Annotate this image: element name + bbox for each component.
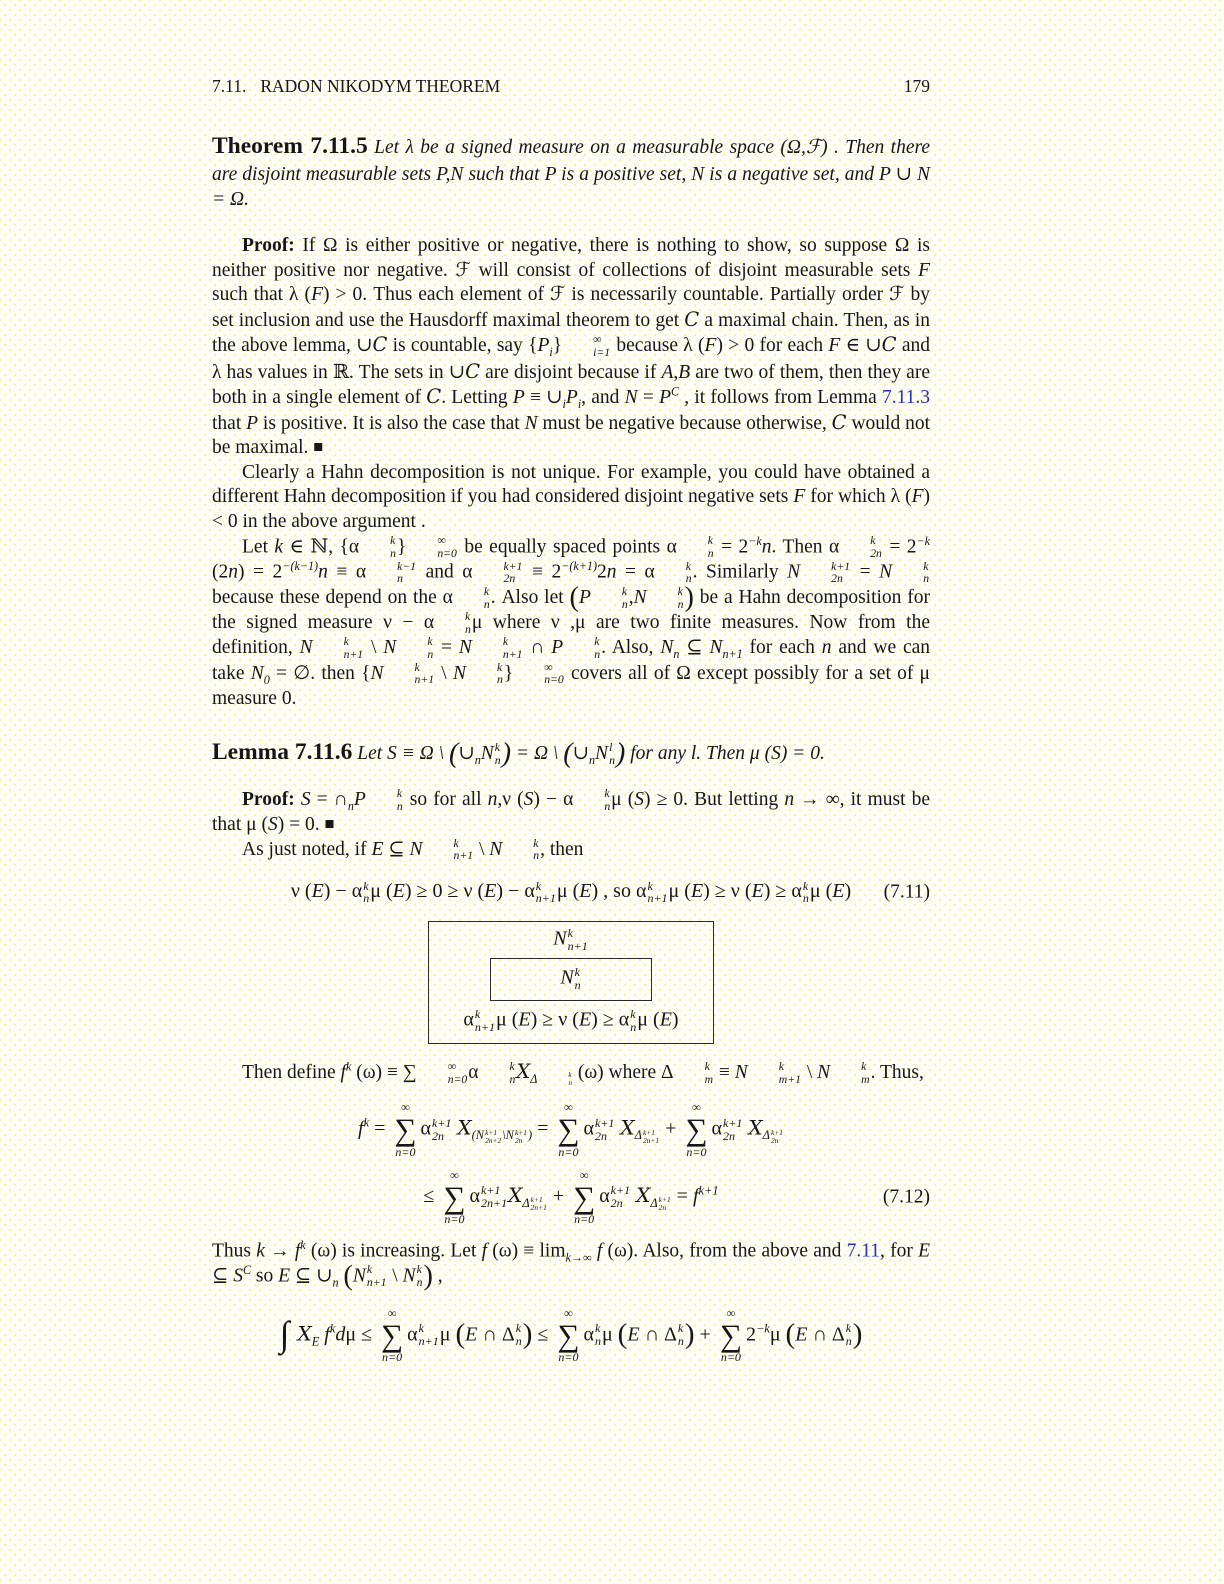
figure-outer-label: N k n+1 xyxy=(553,926,588,954)
paragraph-lemma-proof: Proof: $S = \cap_nP$ k n so for all n,ν (S) − α k n μ (S) ≥ 0. But letting n → ∞, it must be that μ (S) = 0. ■ xyxy=(212,787,930,836)
ref-eq-7-11[interactable]: 7.11 xyxy=(846,1240,881,1262)
ref-lemma-7-11-3[interactable]: 7.11.3 xyxy=(881,387,931,409)
equation-integral-bound: ∫ $X_E$ $f^kd\mu$ ≤ ∞ ∑ n=0 α k n+1 μ (E ∩ Δ k n ) ≤ ∞ ∑ n=0 α k n μ (E ∩ Δ k n ) + ∞ ∑ n=0 $2^{-k}\mu$ (E ∩ Δ k n ) xyxy=(279,1305,863,1365)
equation-fk-expansion: $f^k$ = ∞ ∑ n=0 α k+1 2n $X_{(N k+1 2n+2 \backslash N k+1 2n )}$ = ∞ ∑ n=0 α k+1 2n $X_{\Delta k+1 2n+1}$ + ∞ ∑ n=0 α k+1 2n $X_{\Delta k+1 2n}$ xyxy=(358,1100,783,1159)
equation-tag-7-12: (7.12) xyxy=(882,1186,930,1208)
equation-7-12 xyxy=(212,1168,930,1227)
lemma-block xyxy=(212,737,930,768)
page-number: 179 xyxy=(903,76,930,96)
figure-caption: α k n+1 μ (E) ≥ ν (E) ≥ α k n μ (E) xyxy=(463,1007,679,1035)
paragraph-proof-hahn-decomposition: Proof: If Ω is either positive or negative, there is nothing to show, so suppose Ω is neither positive nor negative. ℱ will consist of collections of disjoint measurable sets F such that λ (F) > 0. Thus each element of ℱ is necessarily countable. Partially order ℱ by set inclusion and use the Hausdorff maximal theorem to get C a maximal chain. Then, as in the above lemma, ∪C is countable, say $\{P_i\}$ ∞ i=1 because λ (F) > 0 for each F ∈ ∪C and λ has values in ℝ. The sets in ∪C are disjoint because if A,B are two of them, then they are both in a single element of C. Letting $P \equiv \cup_iP_i$, and $N = P^C$ , it follows from Lemma 7.11.3 that P is positive. It is also the case that N must be negative because otherwise, C would not be maximal. ■ xyxy=(212,235,931,459)
page-content xyxy=(212,76,930,1365)
running-header xyxy=(212,76,930,97)
equation-7-11-body: ν (E) − α k n μ (E) ≥ 0 ≥ ν (E) − α k n+1 μ (E) , so α k n+1 μ (E) ≥ ν (E) ≥ α k n μ (E) xyxy=(290,878,852,906)
figure-nested-sets xyxy=(212,921,930,1044)
lemma-label: Lemma 7.11.6 xyxy=(212,739,353,766)
theorem-statement: Let λ be a signed measure on a measurable space (Ω,ℱ) . Then there are disjoint measurable sets P,N such that P is a positive set, N is a negative set, and P ∪ N = Ω. xyxy=(212,137,931,210)
equation-7-11 xyxy=(212,879,930,905)
theorem-block xyxy=(212,131,930,212)
section-title: RADON NIKODYM THEOREM xyxy=(260,76,501,96)
paragraph-hahn-not-unique: Clearly a Hahn decomposition is not unique. For example, you could have obtained a different Hahn decomposition if you had considered disjoint negative sets F for which λ (F) < 0 in the above argument . xyxy=(212,461,930,533)
equation-tag-7-11: (7.11) xyxy=(883,881,930,903)
paragraph-thus-increasing: Thus $k \to f^k$ (ω) is increasing. Let f $(\omega) \equiv \lim_{k\to\infty} f$ (ω). Also, from the above and 7.11, for E ⊆ $S^C$ so E ⊆ $\cup_n$ (N k n+1 \ N k n ) , xyxy=(212,1237,931,1292)
section-number: 7.11. xyxy=(212,76,247,96)
equation-7-12-body: ≤ ∞ ∑ n=0 α k+1 2n+1 $X_{\Delta k+1 2n+1}$ + ∞ ∑ n=0 α k+1 2n $X_{\Delta k+1 2n}$ = $f^{k+1}$ xyxy=(423,1167,719,1226)
figure-outer-box xyxy=(428,921,714,1044)
paragraph-define-fk: Then define $f^k$ (ω) ≡ ∑ ∞ n=0 α k n $X_{\Delta k n}$ (ω) where Δ k m ≡ N k m+1 \ N k m . Thus, xyxy=(242,1059,924,1088)
paragraph-as-just-noted: As just noted, if E ⊆ N k n+1 \ N k n , then xyxy=(242,836,584,863)
paragraph-equally-spaced-points: Let k ∈ ℕ, {α k n } ∞ n=0 be equally spaced points α k n = $2^{-k}n$. Then α k 2n = $2^{-k}$ $(2n) = 2^{-(k-1)}n \equiv \alpha$ k−1 n and α k+1 2n ≡ $2^{-(k+1)}2n = \alpha$ k n . Similarly N k+1 2n = N k n because these depend on the α k n . Also let (P k n ,N k n ) be a Hahn decomposition for the signed measure ν − α k n μ where ν ,μ are two finite measures. Now from the definition, N k n+1 \ N k n = N k n+1 ∩ P k n . Also, $N_n$ ⊆ $N_{n+1}$ for each n and we can take $N_0$ = ∅. then {N k n+1 \ N k n } ∞ n=0 covers all of Ω except possibly for a set of μ measure 0. xyxy=(212,533,931,709)
lemma-statement: Let S ≡ Ω \ ($\cup_nN$ k n ) = Ω \ ($\cup_nN$ l n ) for any l. Then μ (S) = 0. xyxy=(357,738,825,770)
section-heading xyxy=(212,76,500,97)
theorem-label: Theorem 7.11.5 xyxy=(212,133,368,159)
figure-inner-box: N k n xyxy=(490,958,652,1001)
